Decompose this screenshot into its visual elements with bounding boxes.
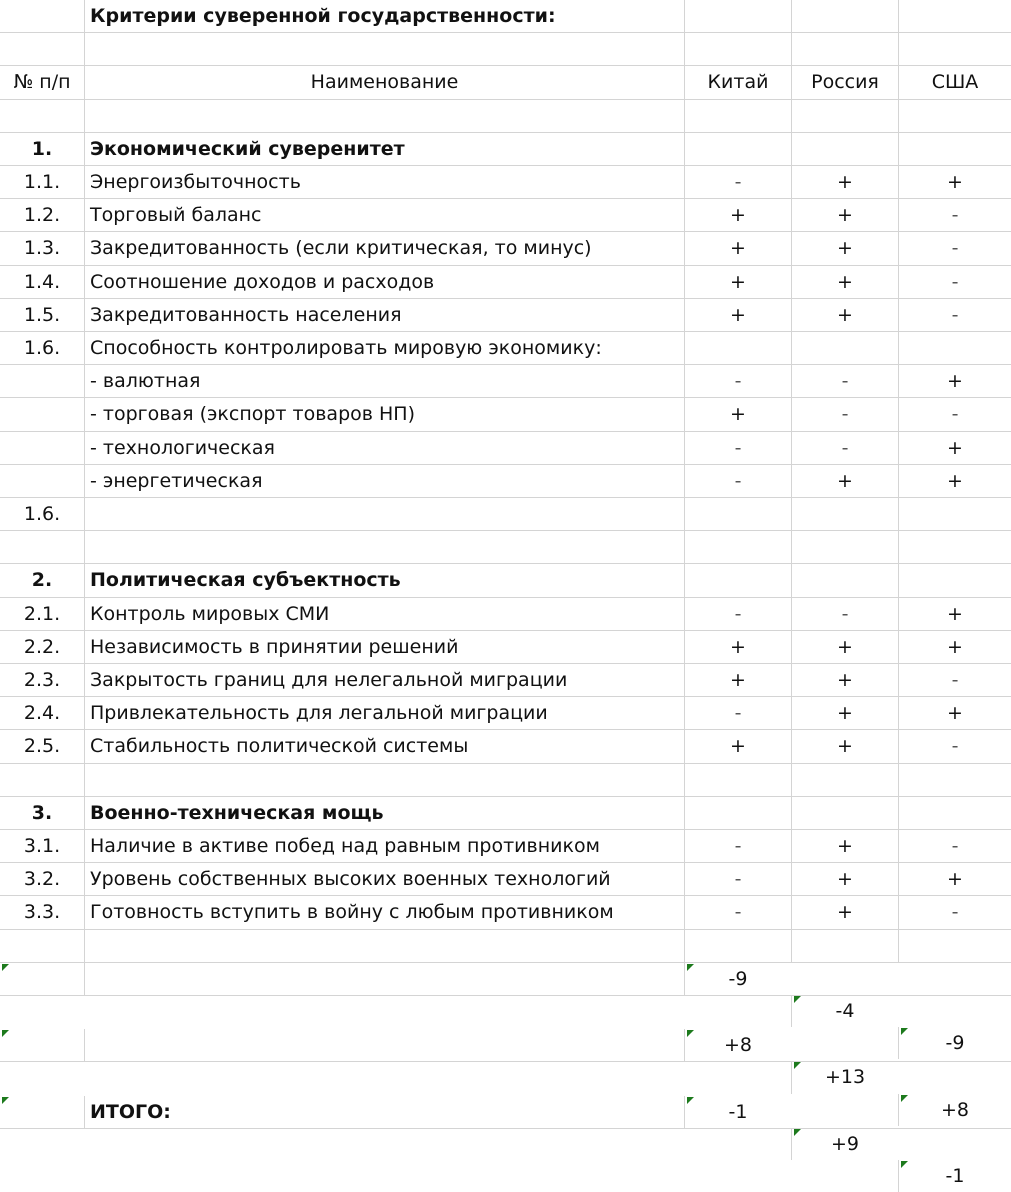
cell-usa[interactable]: [898, 498, 1011, 530]
cell-usa[interactable]: [898, 930, 1011, 962]
cell-usa[interactable]: +: [898, 465, 1011, 497]
cell-usa[interactable]: [898, 564, 1011, 596]
table-row: [0, 531, 1011, 564]
cell-russia[interactable]: [791, 33, 898, 65]
cell-name[interactable]: Военно-техническая мощь: [84, 797, 684, 829]
cell-china[interactable]: [684, 531, 791, 563]
cell-russia[interactable]: [791, 332, 898, 364]
cell-number[interactable]: 1.3.: [23, 237, 61, 260]
cell-china[interactable]: [684, 564, 791, 596]
cell-usa[interactable]: -: [898, 199, 1011, 231]
cell-number[interactable]: 2.3.: [23, 669, 61, 692]
cell-china[interactable]: +: [684, 631, 791, 663]
cell-usa[interactable]: +: [898, 697, 1011, 729]
cell-name[interactable]: Уровень собственных высоких военных технологий: [84, 863, 684, 895]
cell-number[interactable]: 1.: [31, 137, 53, 160]
cell-name[interactable]: ИТОГО:: [84, 1096, 684, 1128]
cell-russia[interactable]: +: [791, 863, 898, 895]
table-row: [0, 1096, 1011, 1188]
cell-russia[interactable]: [791, 133, 898, 165]
cell-name[interactable]: Готовность вступить в войну с любым противником: [84, 896, 684, 928]
cell-name[interactable]: Соотношение доходов и расходов: [84, 266, 684, 298]
table-row: [0, 432, 1011, 465]
cell-china[interactable]: +: [684, 199, 791, 231]
cell-usa[interactable]: [898, 0, 1011, 32]
cell-usa[interactable]: +: [898, 863, 1011, 895]
cell-number[interactable]: 2.4.: [23, 702, 61, 725]
cell-number[interactable]: [0, 531, 84, 563]
cell-number[interactable]: № п/п: [13, 71, 71, 94]
cell-russia[interactable]: +: [791, 730, 898, 762]
cell-usa[interactable]: -: [898, 830, 1011, 862]
table-row: [0, 232, 1011, 265]
cell-russia[interactable]: [791, 0, 898, 32]
table-row: [0, 166, 1011, 199]
cell-name[interactable]: Закредитованность (если критическая, то минус): [84, 232, 684, 264]
cell-name[interactable]: Закредитованность населения: [84, 299, 684, 331]
table-row: [0, 930, 1011, 963]
cell-name[interactable]: [84, 963, 684, 995]
cell-usa[interactable]: +: [898, 166, 1011, 198]
cell-name[interactable]: Наименование: [84, 66, 684, 98]
cell-name[interactable]: Стабильность политической системы: [84, 730, 684, 762]
cell-russia[interactable]: [791, 930, 898, 962]
table-row: [0, 963, 1011, 1055]
cell-russia[interactable]: +: [791, 631, 898, 663]
cell-usa[interactable]: +: [898, 598, 1011, 630]
cell-number[interactable]: [0, 33, 84, 65]
cell-number[interactable]: [0, 1029, 84, 1061]
cell-number[interactable]: 2.1.: [23, 602, 61, 625]
cell-usa[interactable]: [898, 764, 1011, 796]
cell-number[interactable]: 2.5.: [23, 735, 61, 758]
cell-russia[interactable]: -: [791, 432, 898, 464]
table-row: [0, 66, 1011, 99]
cell-number[interactable]: 1.5.: [23, 303, 61, 326]
cell-russia[interactable]: +9: [791, 1128, 898, 1160]
cell-name[interactable]: Закрытость границ для нелегальной миграции: [84, 664, 684, 696]
cell-name[interactable]: - энергетическая: [84, 465, 684, 497]
cell-russia[interactable]: [791, 531, 898, 563]
cell-number[interactable]: [0, 0, 84, 32]
cell-china[interactable]: -: [684, 365, 791, 397]
cell-china[interactable]: [684, 764, 791, 796]
cell-russia[interactable]: -: [791, 598, 898, 630]
cell-russia[interactable]: +: [791, 232, 898, 264]
table-row: [0, 498, 1011, 531]
table-row: [0, 199, 1011, 232]
cell-usa[interactable]: -1: [898, 1160, 1011, 1192]
table-row: [0, 764, 1011, 797]
table-row: [0, 664, 1011, 697]
cell-number[interactable]: [0, 432, 84, 464]
cell-number[interactable]: 1.4.: [23, 270, 61, 293]
cell-china[interactable]: +: [684, 398, 791, 430]
cell-number[interactable]: [0, 930, 84, 962]
table-row: [0, 299, 1011, 332]
table-row: [0, 100, 1011, 133]
cell-name[interactable]: Контроль мировых СМИ: [84, 598, 684, 630]
cell-russia[interactable]: Россия: [791, 66, 898, 98]
cell-china[interactable]: -: [684, 166, 791, 198]
cell-number[interactable]: [0, 764, 84, 796]
cell-russia[interactable]: -: [791, 398, 898, 430]
cell-usa[interactable]: -9: [898, 1027, 1011, 1059]
cell-name[interactable]: [84, 100, 684, 132]
cell-china[interactable]: +: [684, 299, 791, 331]
cell-russia[interactable]: [791, 100, 898, 132]
table-row: [0, 266, 1011, 299]
table-row: [0, 33, 1011, 66]
cell-china[interactable]: [684, 930, 791, 962]
cell-russia[interactable]: +13: [791, 1061, 898, 1093]
table-row: [0, 896, 1011, 929]
cell-russia[interactable]: [791, 564, 898, 596]
cell-usa[interactable]: +: [898, 631, 1011, 663]
cell-china[interactable]: [684, 797, 791, 829]
cell-name[interactable]: [84, 33, 684, 65]
cell-russia[interactable]: [791, 764, 898, 796]
cell-number[interactable]: 3.2.: [23, 868, 61, 891]
cell-number[interactable]: [0, 365, 84, 397]
table-row: [0, 830, 1011, 863]
cell-usa[interactable]: +: [898, 365, 1011, 397]
cell-usa[interactable]: +8: [898, 1094, 1011, 1126]
cell-russia[interactable]: +: [791, 166, 898, 198]
cell-number[interactable]: [0, 465, 84, 497]
cell-china[interactable]: -: [684, 598, 791, 630]
cell-china[interactable]: Китай: [684, 66, 791, 98]
cell-usa[interactable]: [898, 797, 1011, 829]
cell-number[interactable]: 3.: [31, 801, 53, 824]
cell-russia[interactable]: [791, 498, 898, 530]
cell-russia[interactable]: [791, 797, 898, 829]
table-row: [0, 332, 1011, 365]
cell-russia[interactable]: +: [791, 266, 898, 298]
cell-name[interactable]: [84, 531, 684, 563]
table-row: [0, 863, 1011, 896]
cell-russia[interactable]: +: [791, 299, 898, 331]
cell-russia[interactable]: +: [791, 896, 898, 928]
cell-china[interactable]: +8: [684, 1029, 791, 1061]
table-row: [0, 598, 1011, 631]
cell-name[interactable]: [84, 498, 684, 530]
cell-china[interactable]: -1: [684, 1096, 791, 1128]
table-row: [0, 465, 1011, 498]
cell-number[interactable]: 3.3.: [23, 901, 61, 924]
cell-usa[interactable]: -: [898, 730, 1011, 762]
cell-russia[interactable]: +: [791, 697, 898, 729]
cell-name[interactable]: - торговая (экспорт товаров НП): [84, 398, 684, 430]
cell-name[interactable]: [84, 764, 684, 796]
cell-russia[interactable]: +: [791, 465, 898, 497]
cell-number[interactable]: 3.1.: [23, 835, 61, 858]
cell-number[interactable]: 1.6.: [23, 503, 61, 526]
cell-china[interactable]: -: [684, 896, 791, 928]
cell-china[interactable]: -: [684, 432, 791, 464]
cell-china[interactable]: [684, 133, 791, 165]
cell-usa[interactable]: -: [898, 896, 1011, 928]
cell-name[interactable]: Политическая субъектность: [84, 564, 684, 596]
cell-usa[interactable]: [898, 33, 1011, 65]
cell-number[interactable]: [0, 398, 84, 430]
cell-china[interactable]: +: [684, 266, 791, 298]
cell-russia[interactable]: +: [791, 830, 898, 862]
cell-number[interactable]: 1.2.: [23, 204, 61, 227]
cell-number[interactable]: [0, 963, 84, 995]
table-row: [0, 365, 1011, 398]
cell-russia[interactable]: -: [791, 365, 898, 397]
cell-usa[interactable]: -: [898, 664, 1011, 696]
table-row: [0, 564, 1011, 597]
cell-usa[interactable]: США: [898, 66, 1011, 98]
cell-name[interactable]: - технологическая: [84, 432, 684, 464]
cell-china[interactable]: -: [684, 830, 791, 862]
table-row: [0, 797, 1011, 830]
cell-usa[interactable]: -: [898, 398, 1011, 430]
table-row: [0, 697, 1011, 730]
cell-china[interactable]: +: [684, 664, 791, 696]
cell-russia[interactable]: -4: [791, 995, 898, 1027]
cell-name[interactable]: Торговый баланс: [84, 199, 684, 231]
cell-name[interactable]: Независимость в принятии решений: [84, 631, 684, 663]
cell-name[interactable]: - валютная: [84, 365, 684, 397]
cell-number[interactable]: [0, 100, 84, 132]
cell-china[interactable]: -: [684, 465, 791, 497]
table-row: [0, 631, 1011, 664]
cell-name[interactable]: Способность контролировать мировую экономику:: [84, 332, 684, 364]
cell-usa[interactable]: [898, 332, 1011, 364]
cell-number[interactable]: 2.2.: [23, 635, 61, 658]
cell-number[interactable]: 1.6.: [23, 337, 61, 360]
table-row: [0, 0, 1011, 33]
cell-usa[interactable]: [898, 531, 1011, 563]
cell-china[interactable]: [684, 332, 791, 364]
cell-china[interactable]: [684, 498, 791, 530]
cell-china[interactable]: -: [684, 863, 791, 895]
table-row: [0, 730, 1011, 763]
cell-name[interactable]: Наличие в активе побед над равным противником: [84, 830, 684, 862]
cell-name[interactable]: Привлекательность для легальной миграции: [84, 697, 684, 729]
cell-name[interactable]: [84, 930, 684, 962]
cell-usa[interactable]: -: [898, 299, 1011, 331]
cell-usa[interactable]: [898, 133, 1011, 165]
cell-usa[interactable]: +: [898, 432, 1011, 464]
cell-china[interactable]: +: [684, 730, 791, 762]
cell-name[interactable]: Энергоизбыточность: [84, 166, 684, 198]
cell-usa[interactable]: [898, 100, 1011, 132]
cell-china[interactable]: -9: [684, 963, 791, 995]
cell-number[interactable]: 2.: [31, 569, 53, 592]
cell-name[interactable]: Экономический суверенитет: [84, 133, 684, 165]
cell-name[interactable]: Критерии суверенной государственности:: [84, 0, 684, 32]
cell-china[interactable]: [684, 0, 791, 32]
cell-number[interactable]: [0, 1096, 84, 1128]
table-row: [0, 398, 1011, 431]
cell-usa[interactable]: -: [898, 232, 1011, 264]
cell-china[interactable]: -: [684, 697, 791, 729]
table-row: [0, 133, 1011, 166]
cell-china[interactable]: [684, 100, 791, 132]
cell-russia[interactable]: +: [791, 664, 898, 696]
cell-number[interactable]: 1.1.: [23, 171, 61, 194]
cell-usa[interactable]: -: [898, 266, 1011, 298]
cell-china[interactable]: [684, 33, 791, 65]
cell-china[interactable]: +: [684, 232, 791, 264]
cell-russia[interactable]: +: [791, 199, 898, 231]
cell-name[interactable]: [84, 1029, 684, 1061]
